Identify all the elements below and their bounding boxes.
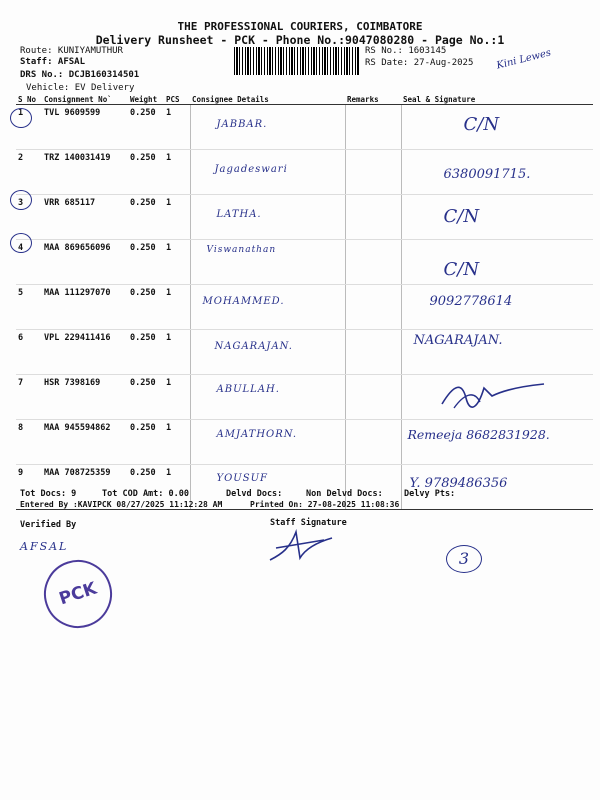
- table-row: [16, 195, 593, 240]
- table-row: [16, 105, 593, 150]
- company-title: THE PROFESSIONAL COURIERS, COIMBATORE: [177, 20, 423, 33]
- row-signature: Y. 9789486356: [409, 476, 508, 491]
- runsheet-subtitle: Delivery Runsheet - PCK - Phone No.:9047080280 - Page No.:1: [95, 33, 505, 47]
- row-weight: 0.250: [128, 105, 164, 150]
- entered-by: Entered By :KAVIPCK 08/27/2025 11:12:28 AM: [20, 500, 223, 509]
- row-consignment: MAA 869656096: [42, 240, 128, 285]
- row-pcs: 1: [164, 465, 190, 510]
- row-pcs: 1: [164, 240, 190, 285]
- row-consignment: TRZ 140031419: [42, 150, 128, 195]
- row-remarks: [345, 375, 401, 420]
- row-signature: Remeeja 8682831928.: [407, 427, 550, 442]
- row-consignee: NAGARAJAN.: [214, 341, 293, 352]
- row-weight: 0.250: [128, 150, 164, 195]
- row-signature: NAGARAJAN.: [413, 333, 503, 348]
- row-weight: 0.250: [128, 195, 164, 240]
- row-consignment: MAA 945594862: [42, 420, 128, 465]
- pck-stamp: PCK: [35, 551, 121, 637]
- rs-date: RS Date: 27-Aug-2025: [365, 58, 474, 68]
- delivered-docs: Delvd Docs:: [226, 489, 283, 499]
- table-row: [16, 420, 593, 465]
- row-pcs: 1: [164, 195, 190, 240]
- row-consignee: Viswanathan: [206, 245, 277, 255]
- row-remarks: [345, 240, 401, 285]
- row-pcs: 1: [164, 375, 190, 420]
- col-pcs: PCS: [164, 94, 190, 105]
- row-sno: 7: [16, 375, 42, 420]
- row-sno: 1: [16, 105, 42, 150]
- delivery-points: Delvy Pts:: [404, 489, 456, 499]
- row-sno: 3: [16, 195, 42, 240]
- rs-number: RS No.: 1603145: [365, 46, 447, 56]
- row-weight: 0.250: [128, 330, 164, 375]
- row-consignment: VPL 229411416: [42, 330, 128, 375]
- table-row: [16, 285, 593, 330]
- verified-name-handwritten: AFSAL: [20, 540, 69, 553]
- row-weight: 0.250: [128, 375, 164, 420]
- col-consignee: Consignee Details: [190, 94, 345, 105]
- row-pcs: 1: [164, 330, 190, 375]
- row-sno: 4: [16, 240, 42, 285]
- circle-mark: [10, 190, 32, 210]
- row-signature: C/N: [463, 114, 500, 135]
- col-consignment: Consignment No`: [42, 94, 128, 105]
- row-pcs: 1: [164, 420, 190, 465]
- row-weight: 0.250: [128, 465, 164, 510]
- row-sno: 5: [16, 285, 42, 330]
- table-row: [16, 375, 593, 420]
- row-consignment: TVL 9609599: [42, 105, 128, 150]
- row-signature: C/N: [443, 259, 480, 280]
- row-pcs: 1: [164, 285, 190, 330]
- col-weight: Weight: [128, 94, 164, 105]
- tot-cod-amount: Tot COD Amt: 0.00: [102, 489, 189, 499]
- row-sno: 9: [16, 465, 42, 510]
- table-row: [16, 240, 593, 285]
- staff-signature-label: Staff Signature: [270, 518, 347, 528]
- printed-on: Printed On: 27-08-2025 11:08:36: [250, 500, 400, 509]
- runsheet-table: [16, 94, 593, 510]
- row-signature: 6380091715.: [443, 167, 531, 182]
- circle-mark: [10, 233, 32, 253]
- row-consignee: AMJATHORN.: [216, 429, 298, 440]
- tot-docs: Tot Docs: 9: [20, 489, 77, 499]
- row-remarks: [345, 420, 401, 465]
- row-consignee: YOUSUF: [216, 473, 268, 484]
- row-remarks: [345, 285, 401, 330]
- col-signature: Seal & Signature: [401, 94, 593, 105]
- barcode: [234, 47, 360, 75]
- row-consignee: MOHAMMED.: [202, 296, 285, 307]
- row-consignee: JABBAR.: [216, 119, 268, 130]
- row-sno: 6: [16, 330, 42, 375]
- row-consignment: MAA 708725359: [42, 465, 128, 510]
- route-label: Route: KUNIYAMUTHUR: [20, 46, 123, 56]
- row-consignment: VRR 685117: [42, 195, 128, 240]
- table-row: [16, 330, 593, 375]
- row-weight: 0.250: [128, 420, 164, 465]
- corner-handwritten-note: Kini Lewes: [495, 47, 553, 72]
- row-signature: C/N: [443, 206, 480, 227]
- row-consignment: HSR 7398169: [42, 375, 128, 420]
- row-pcs: 1: [164, 150, 190, 195]
- vehicle-label: Vehicle: EV Delivery: [26, 83, 135, 93]
- row-consignee: Jagadeswari: [214, 164, 288, 175]
- row-consignment: MAA 111297070: [42, 285, 128, 330]
- row-sno: 2: [16, 150, 42, 195]
- non-delivered-docs: Non Delvd Docs:: [306, 489, 383, 499]
- table-header-row: [16, 94, 593, 105]
- circle-mark: [10, 108, 32, 128]
- row-remarks: [345, 105, 401, 150]
- row-remarks: [345, 330, 401, 375]
- row-weight: 0.250: [128, 240, 164, 285]
- row-consignee: LATHA.: [216, 209, 262, 220]
- signature-scribble: [434, 378, 554, 412]
- row-sno: 8: [16, 420, 42, 465]
- row-remarks: [345, 150, 401, 195]
- table-row: [16, 150, 593, 195]
- row-weight: 0.250: [128, 285, 164, 330]
- row-consignee: ABULLAH.: [216, 384, 280, 395]
- row-remarks: [345, 195, 401, 240]
- staff-label: Staff: AFSAL: [20, 57, 86, 67]
- col-sno: S No: [16, 94, 42, 105]
- row-signature: 9092778614: [429, 294, 513, 309]
- page-number-mark: 3: [446, 545, 482, 573]
- staff-signature-scribble: [266, 528, 336, 564]
- row-pcs: 1: [164, 105, 190, 150]
- drs-number: DRS No.: DCJB160314501: [20, 70, 140, 80]
- verified-by-label: Verified By: [20, 520, 77, 530]
- col-remarks: Remarks: [345, 94, 401, 105]
